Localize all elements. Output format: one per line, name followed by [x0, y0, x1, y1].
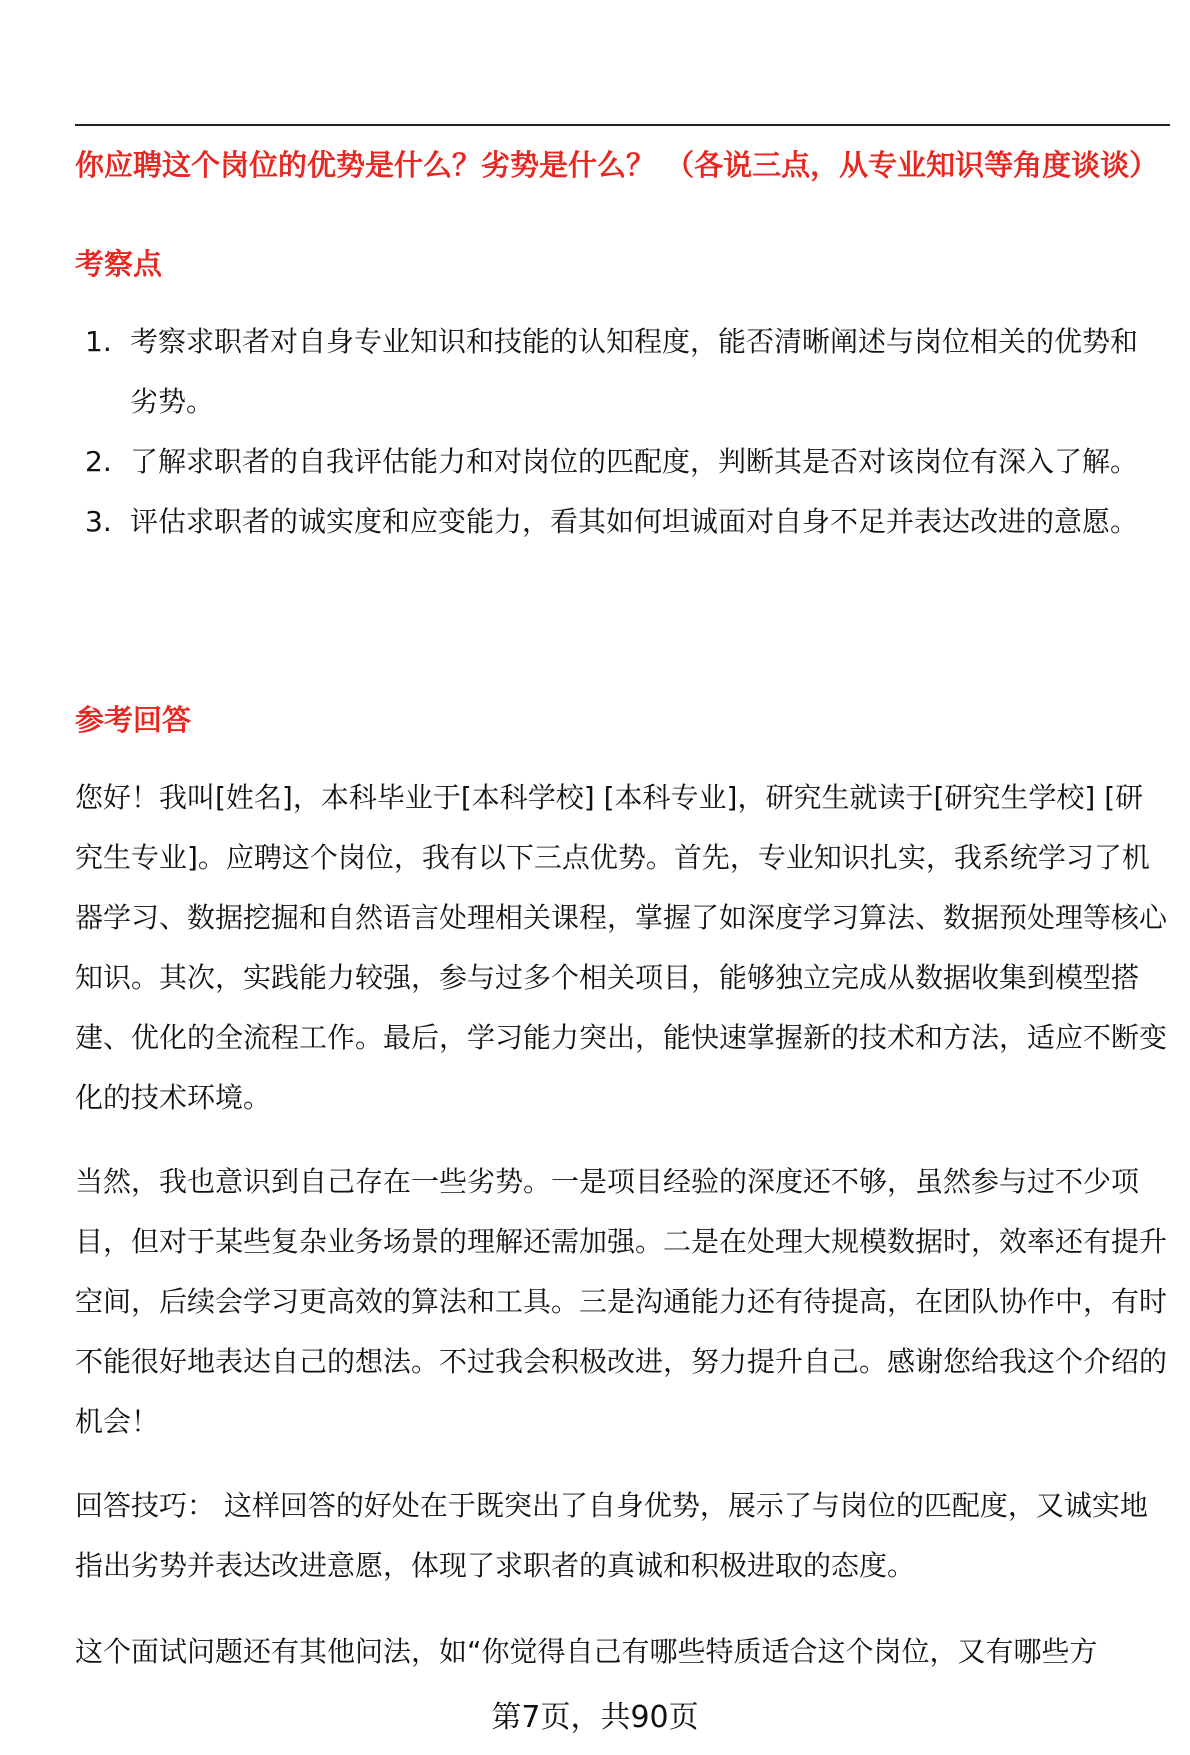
list-item [75, 312, 1155, 432]
top-divider [75, 124, 1170, 126]
list-item-number: 3. [85, 505, 112, 538]
question-heading: 你应聘这个岗位的优势是什么？劣势是什么？ （各说三点，从专业知识等角度谈谈） [75, 148, 1159, 182]
list-item [75, 432, 1155, 492]
section-title-points: 考察点 [75, 247, 163, 281]
answer-paragraph-weaknesses: 当然，我也意识到自己存在一些劣势。一是项目经验的深度还不够，虽然参与过不少项目，但对于某些复杂业务场景的理解还需加强。二是在处理大规模数据时，效率还有提升空间，后续会学习更高效的算法和工具。三是沟通能力还有待提高，在团队协作中，有时不能很好地表达自己的想法。不过我会积极改进，努力提升自己。感谢您给我这个介绍的机会！ [75, 1165, 1168, 1438]
section-title-answer: 参考回答 [75, 703, 192, 737]
list-item-number: 2. [85, 445, 112, 478]
list-item-number: 1. [85, 325, 112, 358]
list-item-text: 考察求职者对自身专业知识和技能的认知程度，能否清晰阐述与岗位相关的优势和劣势。 [130, 325, 1139, 418]
evaluation-points-list [75, 312, 1155, 552]
answer-tips-paragraph: 回答技巧： 这样回答的好处在于既突出了自身优势，展示了与岗位的匹配度，又诚实地指出劣势并表达改进意愿，体现了求职者的真诚和积极进取的态度。 [75, 1489, 1148, 1582]
answer-paragraph-strengths: 您好！我叫[姓名]，本科毕业于[本科学校] [本科专业]，研究生就读于[研究生学校] [研究生专业]。应聘这个岗位，我有以下三点优势。首先，专业知识扎实，我系统学习了机器学习、数据挖掘和自然语言处理相关课程，掌握了如深度学习算法、数据预处理等核心知识。其次，实践能力较强，参与过多个相关项目，能够独立完成从数据收集到模型搭建、优化的全流程工作。最后，学习能力突出，能快速掌握新的技术和方法，适应不断变化的技术环境。 [75, 781, 1168, 1114]
list-item [75, 492, 1155, 552]
page-number: 第7页，共90页 [491, 1700, 699, 1735]
alternate-question-paragraph: 这个面试问题还有其他问法，如“你觉得自己有哪些特质适合这个岗位，又有哪些方 [75, 1635, 1098, 1668]
list-item-text: 评估求职者的诚实度和应变能力，看其如何坦诚面对自身不足并表达改进的意愿。 [130, 505, 1139, 538]
list-item-text: 了解求职者的自我评估能力和对岗位的匹配度，判断其是否对该岗位有深入了解。 [130, 445, 1139, 478]
